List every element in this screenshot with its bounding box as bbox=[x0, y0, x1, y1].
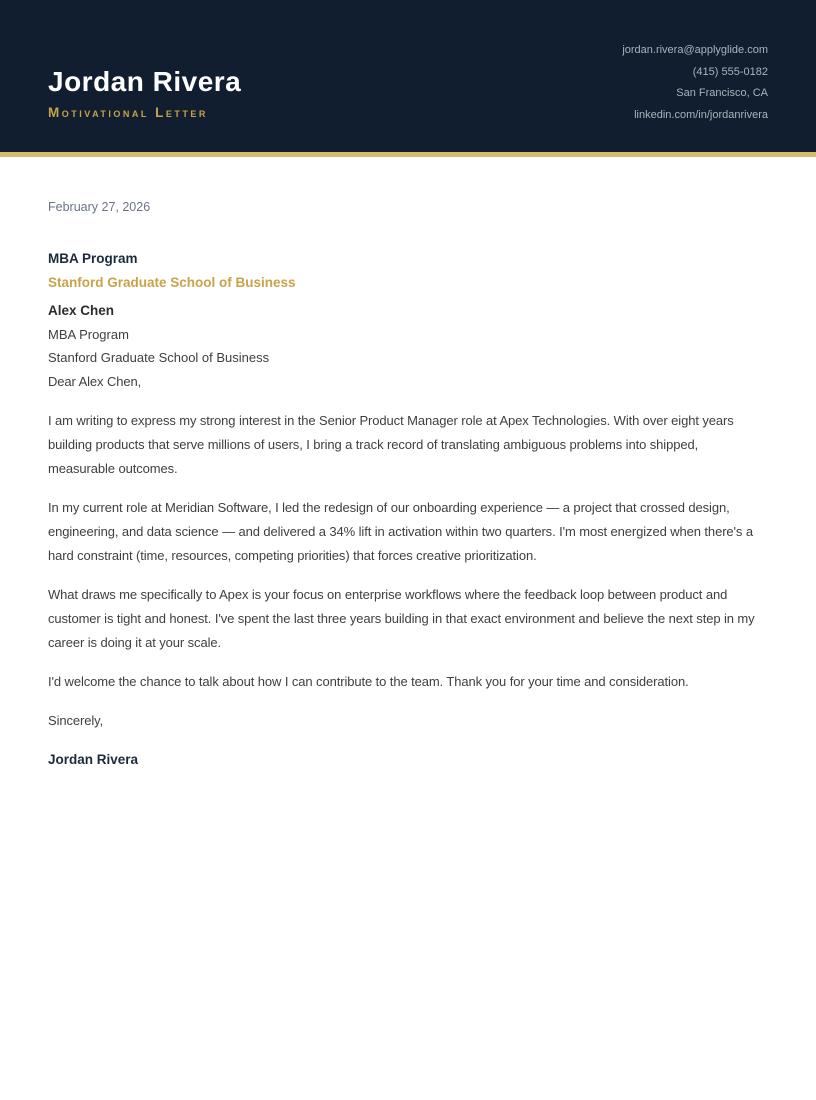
applicant-name: Jordan Rivera bbox=[48, 66, 242, 97]
recipient-contact-program: MBA Program bbox=[48, 326, 129, 342]
contact-block bbox=[622, 40, 768, 126]
identity-block bbox=[48, 66, 241, 120]
letter-paragraph: In my current role at Meridian Software, I led the redesign of our onboarding experience — a project that crossed design, engineering, and data science — and delivered a 34% lift in activation within two quarters. I'm most energized when there's a hard constraint (time, resources, competing priorities) that forces creative prioritization. bbox=[48, 499, 753, 563]
contact-phone: (415) 555-0182 bbox=[692, 65, 768, 78]
recipient-contact-name: Alex Chen bbox=[48, 303, 115, 318]
contact-email: jordan.rivera@applyglide.com bbox=[622, 44, 768, 56]
letter-paragraph: I am writing to express my strong interest in the Senior Product Manager role at Apex Technologies. With over eight years building products that serve millions of users, I bring a track record of translating ambiguous problems into shipped, measurable outcomes. bbox=[48, 412, 734, 476]
salutation: Dear Alex Chen, bbox=[48, 373, 142, 389]
recipient-organization bbox=[48, 247, 768, 294]
letter-date: February 27, 2026 bbox=[48, 200, 151, 214]
signature-name: Jordan Rivera bbox=[48, 751, 139, 767]
letter-header bbox=[0, 0, 816, 157]
recipient-contact-school: Stanford Graduate School of Business bbox=[48, 350, 270, 365]
letter-body bbox=[0, 157, 816, 772]
letter-paragraph: What draws me specifically to Apex is your focus on enterprise workflows where the feedback loop between product and customer is tight and honest. I've spent the last three years building in that exact environment and believe the next step in my career is doing it at your scale. bbox=[48, 586, 755, 650]
contact-location: San Francisco, CA bbox=[676, 87, 768, 100]
letter-paragraph: I'd welcome the chance to talk about how I can contribute to the team. Thank you for your time and consideration. bbox=[48, 673, 689, 689]
document-type-subtitle: Motivational Letter bbox=[48, 105, 208, 120]
contact-linkedin: linkedin.com/in/jordanrivera bbox=[634, 108, 768, 121]
recipient-program: MBA Program bbox=[48, 251, 138, 266]
recipient-person bbox=[48, 299, 768, 370]
recipient-school: Stanford Graduate School of Business bbox=[48, 274, 296, 290]
closing: Sincerely, bbox=[48, 712, 104, 728]
